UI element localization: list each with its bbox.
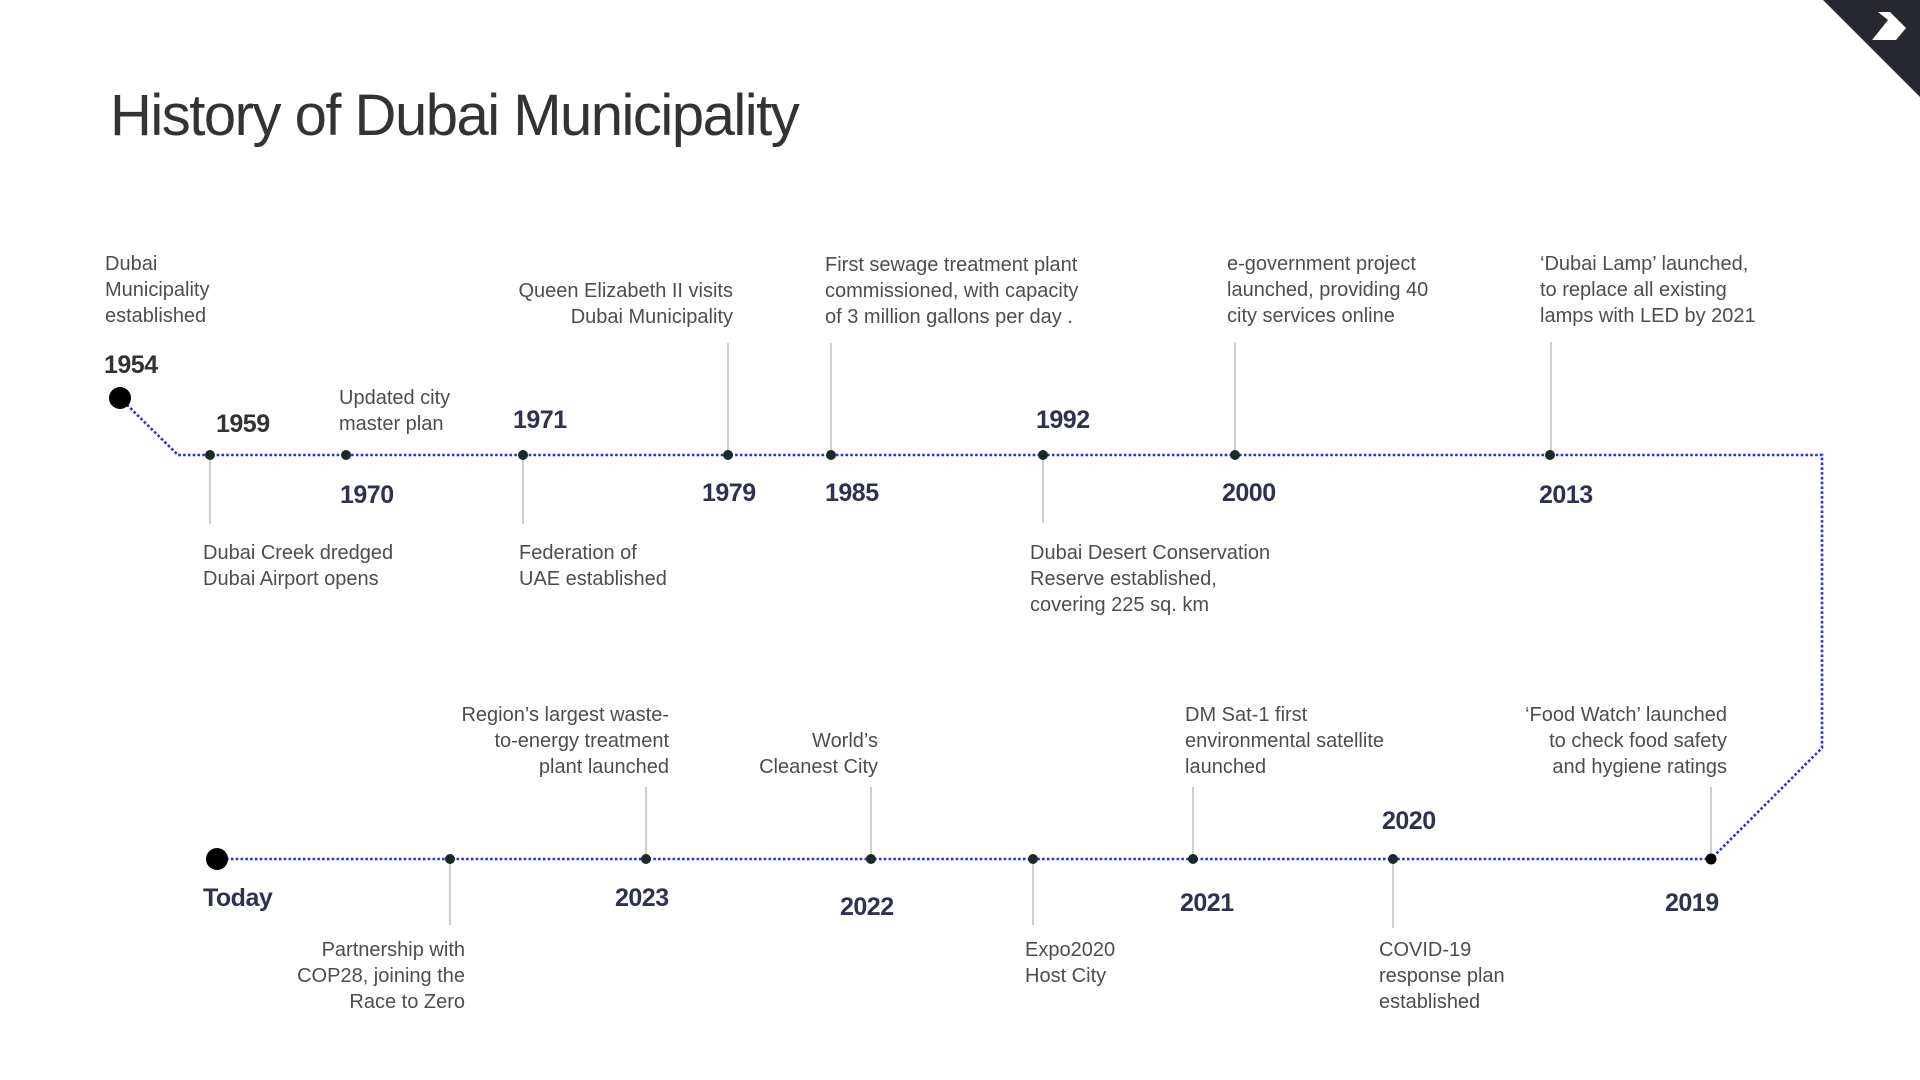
milestone-1992-year: 1992	[1036, 406, 1090, 434]
milestone-2023-description: Region’s largest waste- to-energy treatment plant launched	[461, 704, 669, 778]
milestone-2020-year: 2020	[1382, 807, 1436, 835]
milestone-cop28-description: Partnership with COP28, joining the Race to Zero	[297, 939, 465, 1013]
milestone-2000-description: e-government project launched, providing 40 city services online	[1227, 253, 1429, 327]
milestone-1970-description: Updated city master plan	[339, 387, 451, 435]
milestone-1954-year: 1954	[104, 351, 158, 379]
milestone-1970-year: 1970	[340, 481, 394, 509]
milestone-1985-year: 1985	[825, 479, 879, 507]
milestone-1971-description: Federation of UAE established	[519, 542, 667, 590]
milestone-2013-description: ‘Dubai Lamp’ launched, to replace all existing lamps with LED by 2021	[1540, 253, 1756, 327]
milestone-1979-description: Queen Elizabeth II visits Dubai Municipality	[518, 280, 733, 328]
milestone-1979-year: 1979	[702, 479, 756, 507]
milestone-2021-year: 2021	[1180, 889, 1234, 917]
milestone-2000-year: 2000	[1222, 479, 1276, 507]
milestone-2020-description: COVID-19 response plan established	[1379, 939, 1505, 1013]
milestone-2019-description: ‘Food Watch’ launched to check food safety and hygiene ratings	[1525, 704, 1727, 778]
milestone-1954-description: Dubai Municipality established	[105, 253, 210, 327]
milestone-expo2020-description: Expo2020 Host City	[1025, 939, 1116, 987]
milestone-2021-description: DM Sat-1 first environmental satellite launched	[1185, 704, 1384, 778]
milestone-2022-year: 2022	[840, 893, 894, 921]
milestone-1959-year: 1959	[216, 410, 270, 438]
milestone-1985-description: First sewage treatment plant commissioned, with capacity of 3 million gallons per day .	[825, 254, 1079, 328]
milestone-2013-year: 2013	[1539, 481, 1593, 509]
milestone-2019-year: 2019	[1665, 889, 1719, 917]
milestone-today-label: Today	[203, 884, 273, 912]
milestone-1971-year: 1971	[513, 406, 567, 434]
page-title: History of Dubai Municipality	[110, 83, 799, 148]
milestone-2022-description: World’s Cleanest City	[759, 730, 878, 778]
milestone-1959-description: Dubai Creek dredged Dubai Airport opens	[203, 542, 394, 590]
milestone-2023-year: 2023	[615, 884, 669, 912]
milestone-1992-description: Dubai Desert Conservation Reserve established, covering 225 sq. km	[1030, 542, 1271, 616]
